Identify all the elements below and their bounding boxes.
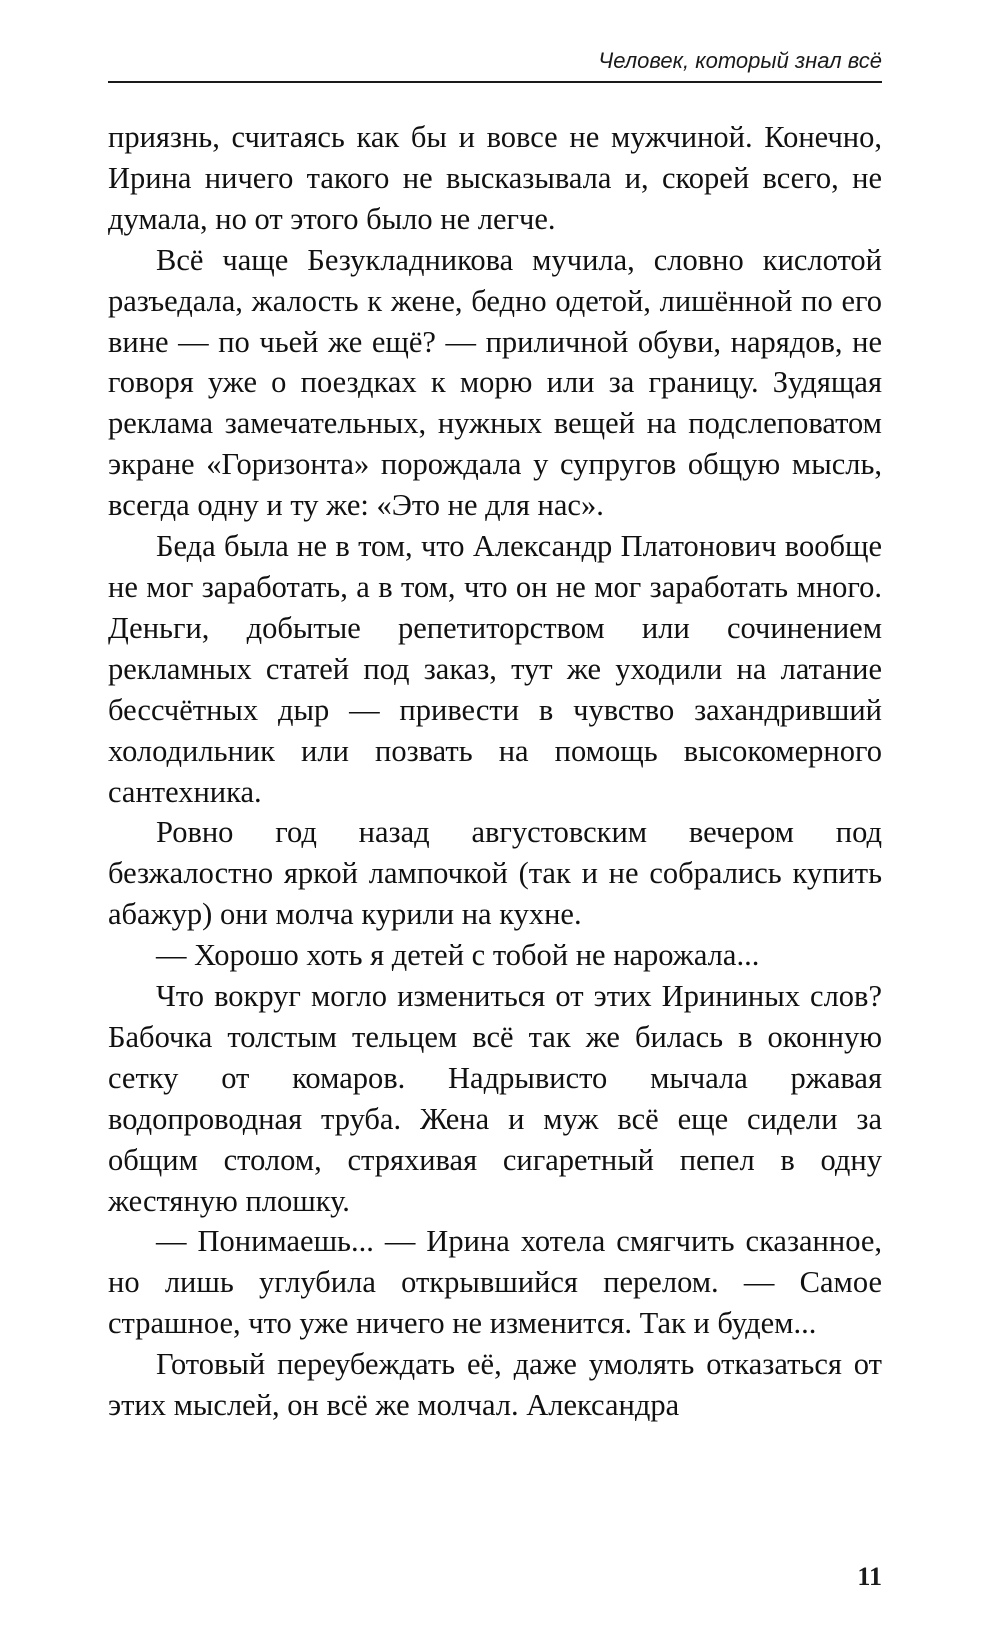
header-divider [108,81,882,83]
paragraph: приязнь, считаясь как бы и вовсе не мужчиной. Конечно, Ирина ничего такого не высказывала и, скорей всего, не думала, но от этого было не легче. [108,120,882,236]
paragraph: Что вокруг могло измениться от этих Ирининых слов? Бабочка толстым тельцем всё так же билась в оконную сетку от комаров. Надрывисто мычала ржавая водопроводная труба. Жена и муж всё еще сидели за общим столом, стряхивая сигаретный пепел в одну жестяную плошку. [108,979,882,1218]
page-number: 11 [857,1562,882,1591]
paragraph: Беда была не в том, что Александр Платонович вообще не мог заработать, а в том, что он не мог заработать много. Деньги, добытые репетиторством или сочинением рекламных статей под заказ, тут же уходили на латание бессчётных дыр — привести в чувство захандривший холодильник или позвать на помощь высокомерного сантехника. [108,529,882,809]
paragraph: Готовый переубеждать её, даже умолять отказаться от этих мыслей, он всё же молчал. Александра [108,1347,882,1423]
paragraph: Ровно год назад августовским вечером под безжалостно яркой лампочкой (так и не собрались купить абажур) они молча курили на кухне. [108,815,882,932]
dialogue-line: — Понимаешь... — Ирина хотела смягчить сказанное, но лишь углубила открывшийся перелом. — Самое страшное, что уже ничего не изменится. Так и будем... [108,1224,882,1341]
running-header-title: Человек, который знал всё [598,48,882,73]
body-text [108,117,882,1426]
paragraph: Всё чаще Безукладникова мучила, словно кислотой разъедала, жалость к жене, бедно одетой, лишённой по его вине — по чьей же ещё? — приличной обуви, нарядов, не говоря уже о поездках к морю или за границу. Зудящая реклама замечательных, нужных вещей на подслеповатом экране «Горизонта» порождала у супругов общую мысль, всегда одну и ту же: «Это не для нас». [108,242,882,523]
dialogue-line: — Хорошо хоть я детей с тобой не нарожала... [156,938,760,973]
